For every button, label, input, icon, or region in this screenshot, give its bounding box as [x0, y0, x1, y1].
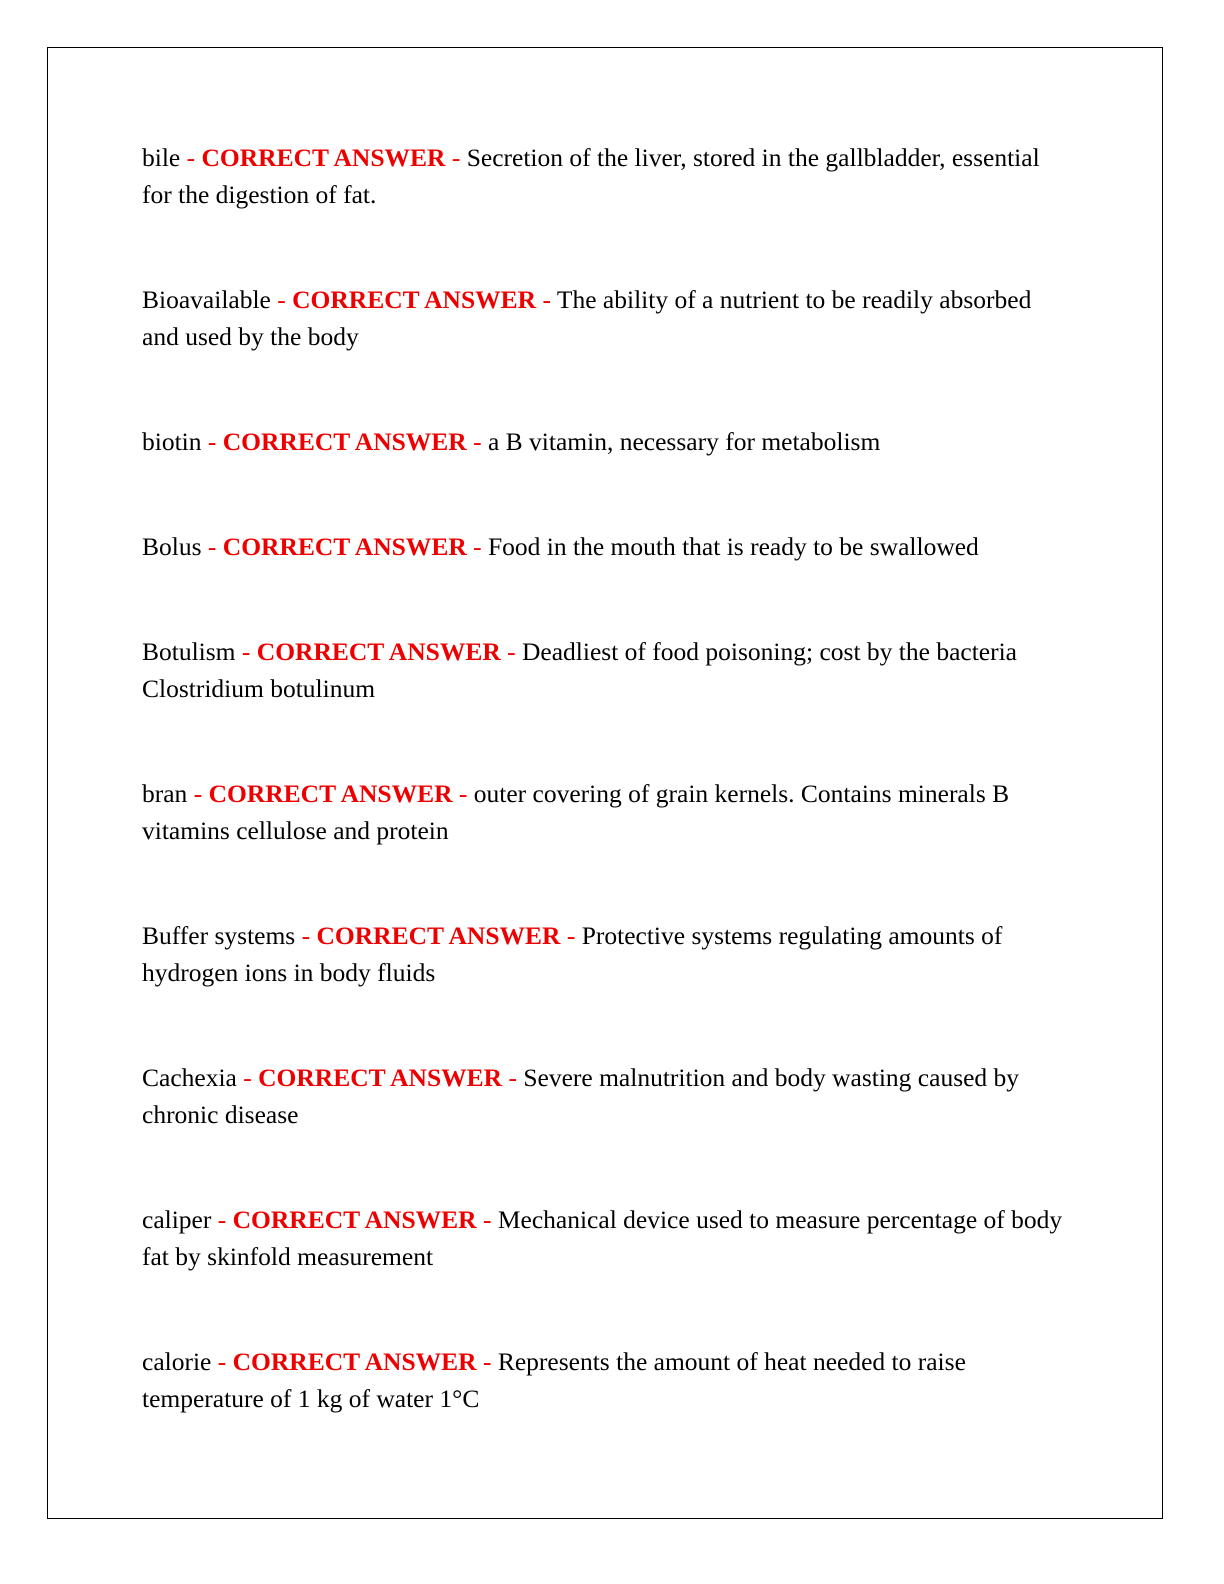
- entry-definition: Severe malnutrition and body wasting caused by chronic disease: [142, 1063, 1020, 1129]
- entry-bolus: [142, 528, 1072, 565]
- entry-definition: Secretion of the liver, stored in the gallbladder, essential for the digestion of fat.: [142, 143, 1040, 209]
- answer-label: CORRECT ANSWER: [292, 285, 537, 314]
- separator: -: [566, 921, 576, 950]
- separator: -: [508, 1063, 517, 1092]
- separator: -: [217, 1347, 227, 1376]
- entry-definition: The ability of a nutrient to be readily absorbed and used by the body: [142, 285, 1032, 351]
- separator: -: [451, 143, 461, 172]
- entry-bile: [142, 139, 1072, 213]
- separator: -: [507, 637, 516, 666]
- separator: -: [473, 532, 482, 561]
- entry-term: biotin: [142, 427, 202, 456]
- separator: -: [277, 285, 286, 314]
- separator: -: [193, 779, 203, 808]
- entry-term: bile: [142, 143, 181, 172]
- separator: -: [473, 427, 482, 456]
- entry-term: calorie: [142, 1347, 212, 1376]
- answer-label: CORRECT ANSWER: [208, 779, 453, 808]
- answer-label: CORRECT ANSWER: [222, 427, 467, 456]
- entry-cachexia: [142, 1059, 1072, 1133]
- answer-label: CORRECT ANSWER: [201, 143, 446, 172]
- answer-label: CORRECT ANSWER: [232, 1205, 477, 1234]
- entry-biotin: [142, 423, 1072, 460]
- entry-term: Buffer systems: [142, 921, 296, 950]
- entry-term: Bioavailable: [142, 285, 271, 314]
- entry-bioavailable: [142, 281, 1072, 355]
- separator: -: [482, 1205, 492, 1234]
- entry-term: Cachexia: [142, 1063, 237, 1092]
- entry-definition: Represents the amount of heat needed to raise temperature of 1 kg of water 1°C: [142, 1347, 966, 1413]
- separator: -: [458, 779, 468, 808]
- entry-definition: Protective systems regulating amounts of hydrogen ions in body fluids: [142, 921, 1003, 987]
- entry-definition: Food in the mouth that is ready to be swallowed: [488, 532, 979, 561]
- separator: -: [207, 427, 217, 456]
- entry-definition: a B vitamin, necessary for metabolism: [487, 427, 881, 456]
- answer-label: CORRECT ANSWER: [232, 1347, 477, 1376]
- separator: -: [243, 1063, 252, 1092]
- separator: -: [482, 1347, 492, 1376]
- separator: -: [301, 921, 311, 950]
- entry-term: Botulism: [142, 637, 236, 666]
- entry-calorie: [142, 1343, 1072, 1417]
- entry-definition: Deadliest of food poisoning; cost by the bacteria Clostridium botulinum: [142, 637, 1017, 703]
- entry-bran: [142, 775, 1072, 849]
- separator: -: [217, 1205, 227, 1234]
- entry-definition: Mechanical device used to measure percentage of body fat by skinfold measurement: [142, 1205, 1063, 1271]
- answer-label: CORRECT ANSWER: [258, 1063, 503, 1092]
- entry-term: bran: [142, 779, 188, 808]
- entry-botulism: [142, 633, 1072, 707]
- separator: -: [186, 143, 196, 172]
- separator: -: [241, 637, 251, 666]
- separator: -: [207, 532, 217, 561]
- answer-label: CORRECT ANSWER: [256, 637, 501, 666]
- entry-term: caliper: [142, 1205, 212, 1234]
- entry-buffer-systems: [142, 917, 1072, 991]
- answer-label: CORRECT ANSWER: [316, 921, 561, 950]
- entry-definition: outer covering of grain kernels. Contains minerals B vitamins cellulose and protein: [142, 779, 1010, 845]
- answer-label: CORRECT ANSWER: [222, 532, 467, 561]
- entry-caliper: [142, 1201, 1072, 1275]
- entry-term: Bolus: [142, 532, 202, 561]
- flashcard-list: [142, 139, 1072, 1485]
- separator: -: [542, 285, 551, 314]
